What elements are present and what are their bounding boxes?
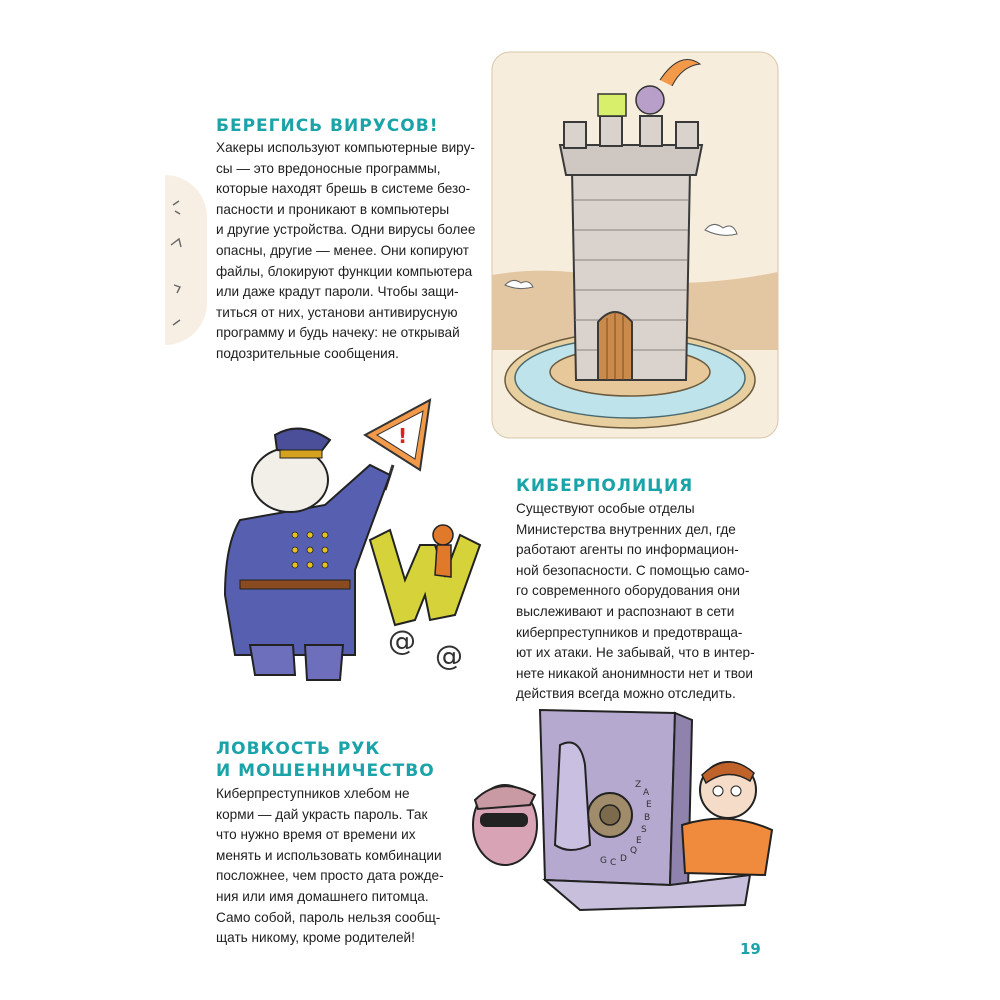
text-line: посложнее, чем просто дата рожде- xyxy=(216,868,444,884)
text-line: программу и будь начеку: не открывай xyxy=(216,325,460,341)
heading-line: ЛОВКОСТЬ РУК xyxy=(216,739,381,759)
dial-letter: E xyxy=(636,836,642,846)
at-wheel-2: @ xyxy=(435,639,463,672)
section-heading-viruses: БЕРЕГИСЬ ВИРУСОВ! xyxy=(216,116,439,136)
text-line: го современного оборудования они xyxy=(516,583,741,599)
text-line: файлы, блокируют функции компьютера xyxy=(216,263,473,279)
text-line: работают агенты по информацион- xyxy=(516,542,739,558)
dial-letter: E xyxy=(646,800,652,810)
dial-letter: D xyxy=(620,854,627,864)
text-line: или даже крадут пароли. Чтобы защи- xyxy=(216,284,459,300)
text-line: киберпреступников и предотвраща- xyxy=(516,624,743,640)
text-line: нете никакой анонимности нет и твои xyxy=(516,665,753,681)
password-thief-illustration xyxy=(460,705,780,935)
text-line: действия всегда можно отследить. xyxy=(516,686,736,702)
text-line: Министерства внутренних дел, где xyxy=(516,521,736,537)
dial-letter: B xyxy=(644,813,651,823)
section-text-viruses xyxy=(216,138,475,365)
text-line: которые находят брешь в системе безо- xyxy=(216,181,471,197)
text-line: ной безопасности. С помощью само- xyxy=(516,562,750,578)
text-line: ния или имя домашнего питомца. xyxy=(216,888,429,904)
text-line: менять и использовать комбинации xyxy=(216,847,442,863)
text-line: Само собой, пароль нельзя сообщ- xyxy=(216,909,441,925)
text-line: щать никому, кроме родителей! xyxy=(216,930,415,946)
warning-sign-text: ! xyxy=(398,424,408,448)
section-text-fraud xyxy=(216,784,444,949)
text-line: Хакеры используют компьютерные виру- xyxy=(216,140,475,155)
text-line: пасности и проникают в компьютеры xyxy=(216,201,450,217)
cyber-police-illustration xyxy=(205,395,505,695)
section-heading-cyberpolice: КИБЕРПОЛИЦИЯ xyxy=(516,476,694,496)
text-line: подозрительные сообщения. xyxy=(216,345,399,361)
dial-letter: A xyxy=(643,788,650,798)
dial-letter: Q xyxy=(630,846,638,856)
dial-letter: Z xyxy=(635,780,642,790)
section-text-cyberpolice xyxy=(516,499,755,705)
scribble-marks xyxy=(165,175,207,345)
text-line: Киберпреступников хлебом не xyxy=(216,786,410,801)
text-line: корми — дай украсть пароль. Так xyxy=(216,806,428,822)
heading-line: И МОШЕННИЧЕСТВО xyxy=(216,761,435,781)
text-line: сы — это вредоносные программы, xyxy=(216,160,441,176)
dial-letter: C xyxy=(610,858,617,868)
tower-illustration xyxy=(490,50,780,440)
dial-letter: S xyxy=(641,825,647,835)
text-line: ют их атаки. Не забывай, что в интер- xyxy=(516,645,755,661)
text-line: титься от них, установи антивирусную xyxy=(216,304,458,320)
dial-letter: G xyxy=(600,856,607,866)
text-line: Существуют особые отделы xyxy=(516,501,695,516)
section-heading-fraud xyxy=(216,738,435,782)
text-line: что нужно время от времени их xyxy=(216,827,416,843)
at-wheel-1: @ xyxy=(388,624,416,657)
page-number: 19 xyxy=(740,940,761,958)
text-line: опасны, другие — менее. Они копируют xyxy=(216,242,469,258)
w-letter: W xyxy=(410,600,411,601)
adjacent-page-edge xyxy=(165,175,207,345)
text-line: и другие устройства. Одни вирусы более xyxy=(216,222,476,238)
text-line: выслеживают и распознают в сети xyxy=(516,603,735,619)
